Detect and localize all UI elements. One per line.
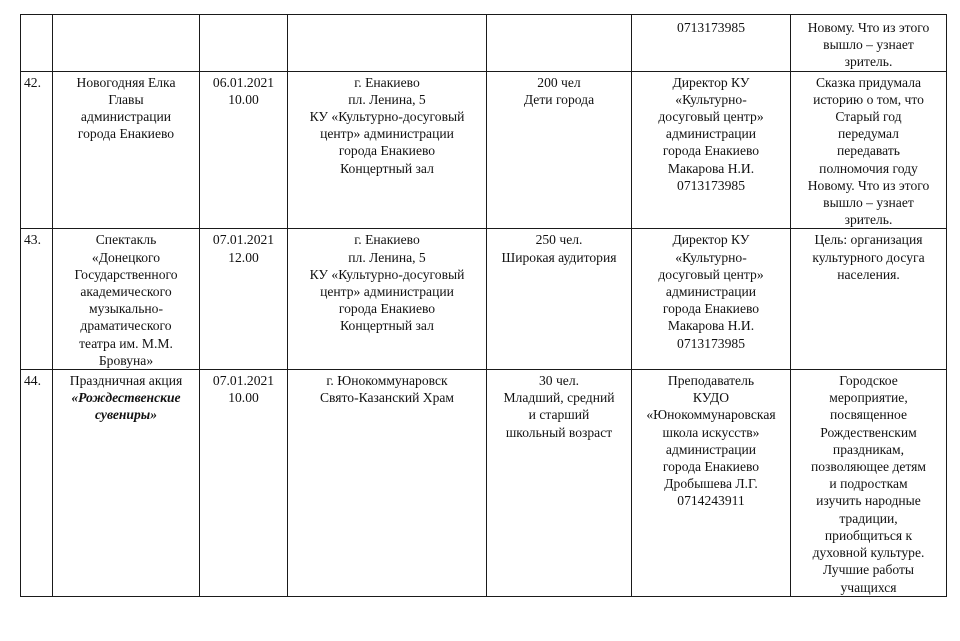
cell-event-title-line: сувениры» xyxy=(94,407,158,423)
table-row xyxy=(21,229,947,370)
row-number: 44. xyxy=(24,373,41,389)
cell-venue-line: г. Енакиево xyxy=(354,232,420,248)
cell-organizer-line: Дробышева Л.Г. xyxy=(664,476,758,492)
cell-venue-line: пл. Ленина, 5 xyxy=(348,249,426,265)
cell-description-line: Сказка придумала xyxy=(815,74,922,90)
cell-description-line: культурного досуга xyxy=(812,249,925,265)
cell-description-line: праздникам, xyxy=(832,441,905,457)
cell-description-line: позволяющее детям xyxy=(810,459,927,475)
cell-description xyxy=(791,15,947,72)
row-number: 42. xyxy=(24,74,41,90)
cell-venue-line: КУ «Культурно-досуговый xyxy=(309,266,465,282)
cell-description-line: приобщиться к xyxy=(824,527,913,543)
cell-organizer-line: администрации xyxy=(665,284,757,300)
cell-organizer-line: 0713173985 xyxy=(677,335,745,351)
cell-organizer-line: «Культурно- xyxy=(675,249,747,265)
cell-date-time xyxy=(200,370,288,597)
cell-description-line: учащихся xyxy=(840,579,897,595)
cell-description-line: населения. xyxy=(837,266,900,282)
cell-organizer-line: Директор КУ xyxy=(672,74,750,90)
cell-date-time-line: 10.00 xyxy=(228,390,259,406)
cell-organizer-line: города Енакиево xyxy=(662,301,760,317)
cell-organizer-line: «Культурно- xyxy=(675,91,747,107)
cell-venue-line: города Енакиево xyxy=(338,143,436,159)
cell-venue xyxy=(288,229,487,370)
cell-venue xyxy=(288,71,487,229)
cell-number xyxy=(21,15,53,72)
cell-venue xyxy=(288,370,487,597)
cell-description xyxy=(791,370,947,597)
cell-description-line: зритель. xyxy=(844,54,893,70)
cell-description-line: Старый год xyxy=(835,109,902,125)
cell-organizer-line: Директор КУ xyxy=(672,232,750,248)
cell-audience-line: 250 чел. xyxy=(535,232,583,248)
cell-date-time-line: 07.01.2021 xyxy=(212,373,275,389)
cell-audience-line: и старший xyxy=(528,407,590,423)
cell-venue-line: города Енакиево xyxy=(338,301,436,317)
cell-audience-line: Широкая аудитория xyxy=(501,249,617,265)
cell-venue-line: г. Енакиево xyxy=(354,74,420,90)
cell-audience-line: 200 чел xyxy=(537,74,581,90)
cell-organizer-line: досуговый центр» xyxy=(658,266,764,282)
cell-description-line: полномочия году xyxy=(819,160,918,176)
cell-description-line: мероприятие, xyxy=(829,390,908,406)
cell-organizer xyxy=(632,71,791,229)
cell-description-line: вышло – узнает xyxy=(823,37,914,53)
cell-organizer xyxy=(632,15,791,72)
cell-organizer-line: школа искусств» xyxy=(662,424,760,440)
cell-event-title xyxy=(53,15,200,72)
cell-description-line: Рождественским xyxy=(820,424,917,440)
cell-description-line: передавать xyxy=(837,143,900,159)
cell-venue-line: Свято-Казанский Храм xyxy=(319,390,455,406)
cell-date-time-line: 07.01.2021 xyxy=(212,232,275,248)
cell-organizer-line: 0714243911 xyxy=(677,493,745,509)
cell-organizer-line: города Енакиево xyxy=(662,143,760,159)
cell-audience-line: Младший, средний xyxy=(503,390,615,406)
cell-venue-line: КУ «Культурно-досуговый xyxy=(309,109,465,125)
cell-description-line: Лучшие работы xyxy=(822,562,915,578)
cell-audience xyxy=(487,370,632,597)
cell-audience-line: школьный возраст xyxy=(505,424,613,440)
cell-organizer-line: Макарова Н.И. xyxy=(667,318,755,334)
cell-audience-line: Дети города xyxy=(523,91,595,107)
cell-date-time xyxy=(200,229,288,370)
cell-description-line: посвященное xyxy=(830,407,907,423)
cell-event-title-line: «Рождественские xyxy=(71,390,181,406)
cell-organizer-line: Макарова Н.И. xyxy=(667,160,755,176)
cell-number xyxy=(21,229,53,370)
cell-event-title-line: администрации xyxy=(80,109,172,125)
cell-organizer-line: администрации xyxy=(665,126,757,142)
cell-event-title-line: Новогодняя Елка xyxy=(76,74,176,90)
cell-event-title-line: «Донецкого xyxy=(91,249,161,265)
cell-organizer-line: КУДО xyxy=(692,390,730,406)
cell-event-title-line: Бровуна» xyxy=(98,352,154,368)
cell-description-line: Новому. Что из этого xyxy=(807,177,930,193)
cell-description-line: изучить народные xyxy=(816,493,921,509)
cell-organizer-line: досуговый центр» xyxy=(658,109,764,125)
cell-venue-line: Концертный зал xyxy=(340,160,434,176)
cell-description xyxy=(791,229,947,370)
cell-organizer xyxy=(632,229,791,370)
cell-venue xyxy=(288,15,487,72)
cell-venue-line: центр» администрации xyxy=(320,284,454,300)
cell-date-time-line: 10.00 xyxy=(228,91,259,107)
cell-number xyxy=(21,71,53,229)
cell-audience xyxy=(487,229,632,370)
cell-event-title-line: музыкально- xyxy=(88,301,164,317)
cell-description-line: вышло – узнает xyxy=(823,195,914,211)
events-table xyxy=(20,14,947,597)
row-number: 43. xyxy=(24,232,41,248)
cell-description-line: Цель: организация xyxy=(814,232,923,248)
cell-description-line: духовной культуре. xyxy=(812,545,925,561)
cell-event-title-line: драматического xyxy=(80,318,172,334)
cell-description-line: традиции, xyxy=(839,510,898,526)
cell-venue-line: пл. Ленина, 5 xyxy=(348,91,426,107)
cell-date-time xyxy=(200,15,288,72)
cell-date-time-line: 12.00 xyxy=(228,249,259,265)
cell-description-line: Новому. Что из этого xyxy=(807,20,930,35)
cell-event-title-line: Государственного xyxy=(74,266,178,282)
cell-audience xyxy=(487,71,632,229)
cell-audience xyxy=(487,15,632,72)
cell-date-time-line: 06.01.2021 xyxy=(212,74,275,90)
cell-event-title-line: города Енакиево xyxy=(77,126,175,142)
cell-organizer-line: города Енакиево xyxy=(662,459,760,475)
cell-event-title xyxy=(53,370,200,597)
cell-event-title-line: Праздничная акция xyxy=(69,373,183,389)
cell-organizer-line: 0713173985 xyxy=(677,177,745,193)
cell-description-line: и подросткам xyxy=(829,476,908,492)
cell-description-line: Городское xyxy=(839,373,898,389)
cell-event-title xyxy=(53,71,200,229)
cell-venue-line: Концертный зал xyxy=(340,318,434,334)
cell-venue-line: центр» администрации xyxy=(320,126,454,142)
cell-organizer-line: «Юнокоммунаровская xyxy=(646,407,776,423)
events-table-body xyxy=(21,15,947,597)
cell-date-time xyxy=(200,71,288,229)
cell-organizer-line: 0713173985 xyxy=(677,20,745,35)
cell-event-title-line: Главы xyxy=(108,91,144,107)
cell-event-title xyxy=(53,229,200,370)
cell-audience-line: 30 чел. xyxy=(538,373,580,389)
cell-description-line: историю о том, что xyxy=(813,91,924,107)
cell-venue-line: г. Юнокоммунаровск xyxy=(326,373,448,389)
cell-description xyxy=(791,71,947,229)
table-row xyxy=(21,370,947,597)
table-row xyxy=(21,71,947,229)
table-row xyxy=(21,15,947,72)
cell-number xyxy=(21,370,53,597)
cell-organizer xyxy=(632,370,791,597)
cell-organizer-line: Преподаватель xyxy=(667,373,755,389)
cell-event-title-line: театра им. М.М. xyxy=(79,335,173,351)
cell-event-title-line: академического xyxy=(80,284,172,300)
cell-organizer-line: администрации xyxy=(665,441,757,457)
cell-event-title-line: Спектакль xyxy=(95,232,157,248)
cell-description-line: зритель. xyxy=(844,212,893,228)
cell-description-line: передумал xyxy=(838,126,899,142)
